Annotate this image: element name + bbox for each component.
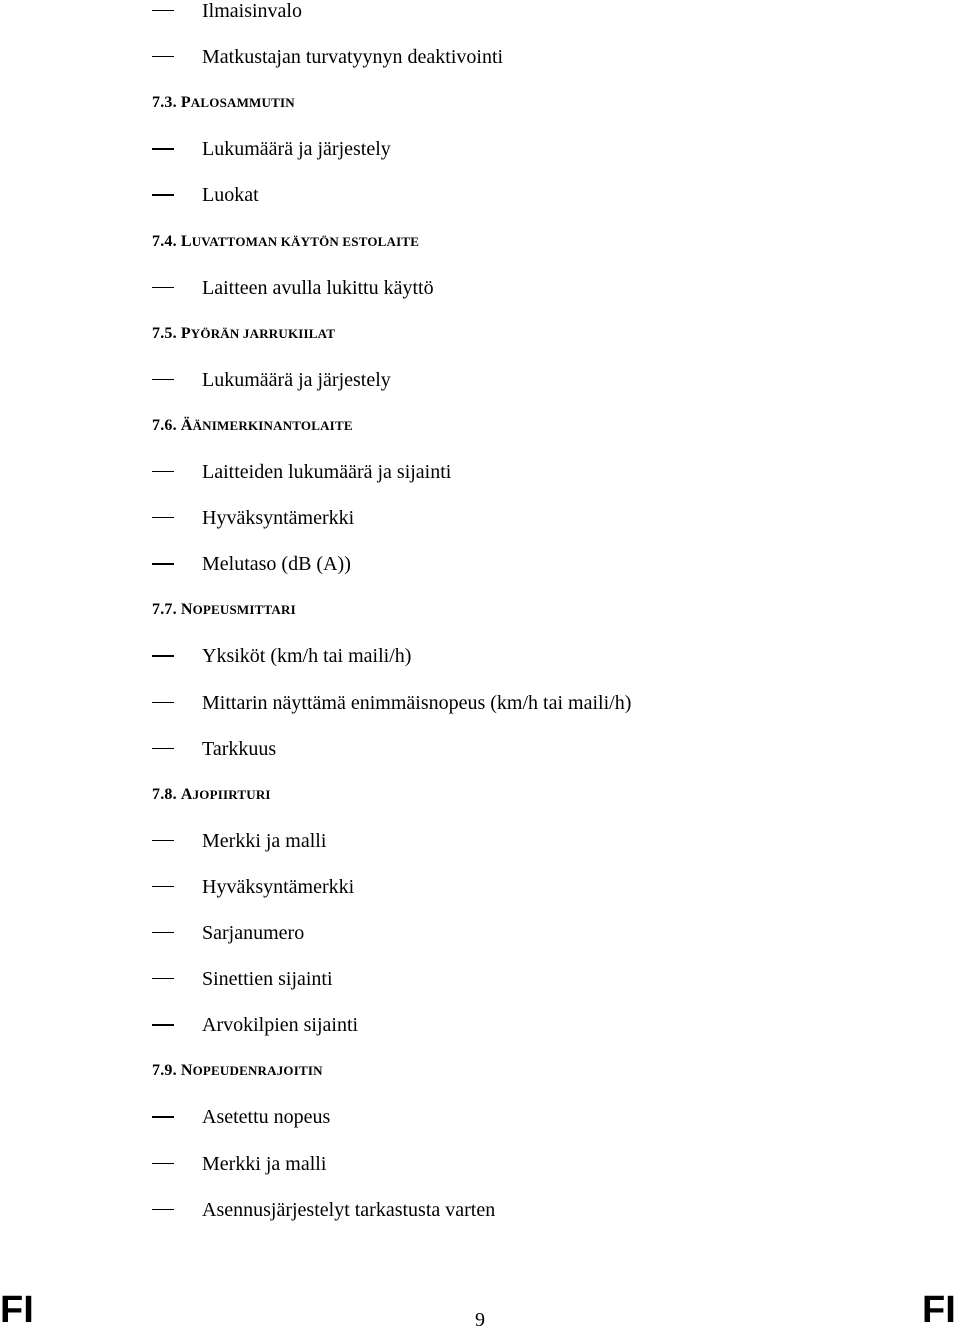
- list-item: [0, 826, 960, 856]
- list-item-text: Melutaso (dB (A)): [202, 553, 351, 576]
- dash-bullet-icon: [152, 886, 174, 887]
- list-item-text: Hyväksyntämerkki: [202, 875, 355, 898]
- section-title-rest: ALOSAMMUTIN: [190, 95, 295, 111]
- dash-bullet-icon: [152, 1116, 174, 1117]
- dash-bullet-icon: [152, 978, 174, 979]
- list-item: [0, 273, 960, 303]
- section-number: 7.4.: [152, 232, 177, 250]
- dash-bullet-icon: [152, 1209, 174, 1210]
- list-item-text: Lukumäärä ja järjestely: [202, 368, 391, 391]
- list-item: [0, 688, 960, 718]
- list-item: [0, 0, 960, 26]
- section-number: 7.6.: [152, 416, 177, 434]
- list-item: [0, 457, 960, 487]
- dash-bullet-icon: [152, 379, 174, 380]
- dash-bullet-icon: [152, 194, 174, 195]
- dash-bullet-icon: [152, 148, 174, 149]
- dash-bullet-icon: [152, 702, 174, 703]
- section-number: 7.8.: [152, 785, 177, 803]
- list-item: [0, 1010, 960, 1040]
- dash-bullet-icon: [152, 932, 174, 933]
- list-item-text: Luokat: [202, 184, 259, 207]
- section-title-initial: A: [180, 785, 193, 803]
- list-item: [0, 134, 960, 164]
- page-number: 9: [475, 1309, 485, 1331]
- list-item: [0, 42, 960, 72]
- list-item-text: Sarjanumero: [202, 922, 305, 944]
- list-item-text: Arvokilpien sijainti: [202, 1014, 359, 1037]
- list-item: [0, 1195, 960, 1225]
- section-title-initial: N: [180, 601, 193, 619]
- section-number: 7.9.: [152, 1062, 177, 1080]
- section-heading: [0, 780, 960, 810]
- section-title-rest: ÄNIMERKINANTOLAITE: [192, 417, 353, 433]
- section-title-rest: OPEUDENRAJOITIN: [192, 1063, 323, 1079]
- list-item: [0, 1102, 960, 1132]
- list-item-text: Laitteiden lukumäärä ja sijainti: [202, 461, 452, 483]
- section-title-initial: P: [180, 324, 191, 342]
- section-heading-text: [152, 88, 295, 118]
- section-heading: [0, 227, 960, 257]
- dash-bullet-icon: [152, 10, 174, 11]
- list-item-text: Mittarin näyttämä enimmäisnopeus (km/h tai maili/h): [202, 691, 632, 714]
- list-item: [0, 503, 960, 533]
- section-title-rest: JOPIIRTURI: [192, 786, 271, 802]
- list-item-text: Tarkkuus: [202, 737, 277, 760]
- dash-bullet-icon: [152, 287, 174, 288]
- list-item-text: Hyväksyntämerkki: [202, 507, 355, 530]
- section-heading: [0, 411, 960, 441]
- section-number: 7.5.: [152, 324, 177, 342]
- section-heading-text: [152, 780, 271, 810]
- section-number: 7.7.: [152, 601, 177, 619]
- list-item-text: Laitteen avulla lukittu käyttö: [202, 276, 434, 299]
- dash-bullet-icon: [152, 1024, 174, 1025]
- dash-bullet-icon: [152, 655, 174, 656]
- list-item: [0, 734, 960, 764]
- list-item: [0, 918, 960, 948]
- list-item-text: Yksiköt (km/h tai maili/h): [202, 645, 412, 668]
- list-item-text: Ilmaisinvalo: [202, 0, 302, 22]
- section-heading: [0, 319, 960, 349]
- section-title-initial: L: [180, 232, 192, 250]
- dash-bullet-icon: [152, 471, 174, 472]
- dash-bullet-icon: [152, 840, 174, 841]
- list-item-text: Merkki ja malli: [202, 1152, 327, 1175]
- section-title-initial: N: [180, 1062, 193, 1080]
- dash-bullet-icon: [152, 1163, 174, 1164]
- section-title-rest: UVATTOMAN KÄYTÖN ESTOLAITE: [191, 233, 420, 249]
- section-number: 7.3.: [152, 94, 177, 112]
- list-item: [0, 872, 960, 902]
- list-item: [0, 641, 960, 671]
- list-item: [0, 1149, 960, 1179]
- list-item-text: Asetettu nopeus: [202, 1106, 331, 1129]
- list-item: [0, 549, 960, 579]
- list-item: [0, 365, 960, 395]
- list-item-text: Matkustajan turvatyynyn deaktivointi: [202, 46, 504, 69]
- section-title-rest: OPEUSMITTARI: [192, 602, 296, 618]
- list-item-text: Sinettien sijainti: [202, 968, 333, 991]
- section-heading-text: [152, 319, 335, 349]
- section-heading-text: [152, 1056, 323, 1086]
- section-heading-text: [152, 595, 296, 625]
- section-heading: [0, 88, 960, 118]
- dash-bullet-icon: [152, 56, 174, 57]
- list-item-text: Lukumäärä ja järjestely: [202, 138, 391, 161]
- section-title-initial: P: [180, 94, 191, 112]
- section-title-rest: YÖRÄN JARRUKIILAT: [190, 325, 336, 341]
- dash-bullet-icon: [152, 563, 174, 564]
- list-item-text: Merkki ja malli: [202, 829, 327, 852]
- section-heading: [0, 1056, 960, 1086]
- list-item: [0, 180, 960, 210]
- section-heading-text: [152, 411, 353, 441]
- section-title-initial: Ä: [180, 416, 193, 434]
- footer-language-left: FI: [0, 1289, 34, 1331]
- dash-bullet-icon: [152, 517, 174, 518]
- footer-language-right: FI: [922, 1289, 956, 1331]
- section-heading-text: [152, 227, 419, 257]
- section-heading: [0, 595, 960, 625]
- dash-bullet-icon: [152, 748, 174, 749]
- list-item: [0, 964, 960, 994]
- list-item-text: Asennusjärjestelyt tarkastusta varten: [202, 1198, 496, 1221]
